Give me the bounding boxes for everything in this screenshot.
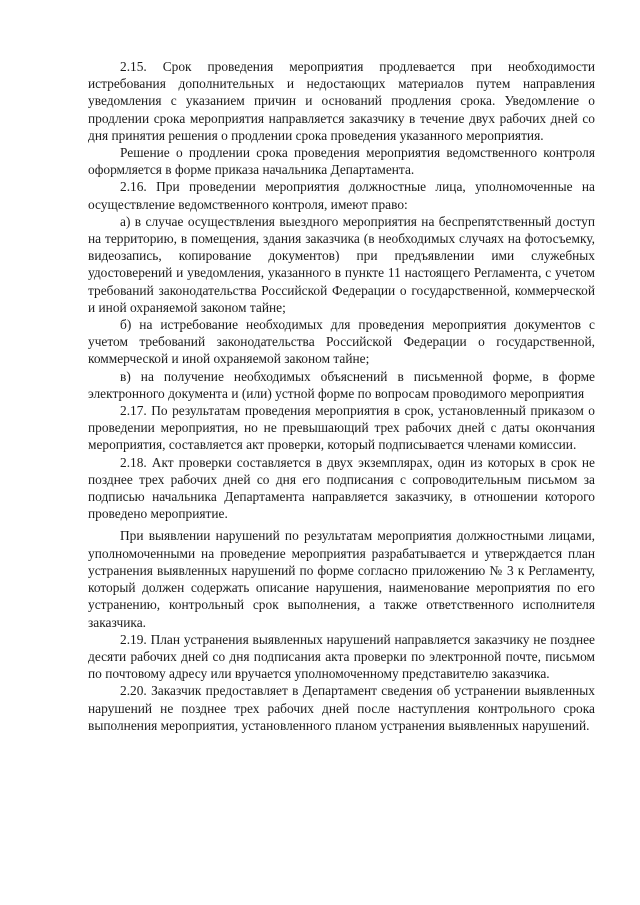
paragraph-2-20: 2.20. Заказчик предоставляет в Департамент сведения об устранении выявленных нарушений не позднее трех рабочих дней после наступления контрольного срока выполнения мероприятия, установленного планом устранения выявленных нарушений. (88, 683, 595, 733)
paragraph-decision: Решение о продлении срока проведения мероприятия ведомственного контроля оформляется в форме приказа начальника Департамента. (88, 145, 595, 178)
paragraph-2-16-v: в) на получение необходимых объяснений в письменной форме, в форме электронного документа и (или) устной форме по вопросам проводимого мероприятия (88, 368, 595, 401)
paragraph-2-18: 2.18. Акт проверки составляется в двух экземплярах, один из которых в срок не позднее трех рабочих дней со дня его подписания с сопроводительным письмом за подписью начальника Департамента направляется заказчику, в отношении которого проведено мероприятие. (88, 454, 595, 522)
paragraph-2-16-a: а) в случае осуществления выездного мероприятия на беспрепятственный доступ на территорию, в помещения, здания заказчика (в необходимых случаях на фотосъемку, видеозапись, копирование документов) при предъявлении ими служебных удостоверений и уведомления, указанного в пункте 11 настоящего Регламента, с учетом требований законодательства Российской Федерации о государственной, коммерческой и иной охраняемой законом тайне; (88, 213, 595, 315)
paragraph-2-16-b: б) на истребование необходимых для проведения мероприятия документов с учетом требований законодательства Российской Федерации о государственной, коммерческой и иной охраняемой законом тайне; (88, 317, 595, 367)
paragraph-2-16: 2.16. При проведении мероприятия должностные лица, уполномоченные на осуществление ведомственного контроля, имеют право: (88, 179, 595, 212)
paragraph-violations: При выявлении нарушений по результатам мероприятия должностными лицами, уполномоченными на проведение мероприятия разрабатывается и утверждается план устранения выявленных нарушений по форме согласно приложению № 3 к Регламенту, который должен содержать описание нарушения, наименование мероприятия по его устранению, контрольный срок выполнения, а также ответственного исполнителя заказчика. (88, 528, 595, 630)
paragraph-2-17: 2.17. По результатам проведения мероприятия в срок, установленный приказом о проведении мероприятия, но не превышающий трех рабочих дней с даты окончания мероприятия, составляется акт проверки, который подписывается членами комиссии. (88, 403, 595, 453)
paragraph-2-19: 2.19. План устранения выявленных нарушений направляется заказчику не позднее десяти рабочих дней со дня подписания акта проверки по электронной почте, письмом по почтовому адресу или вручается уполномоченному представителю заказчика. (88, 631, 595, 682)
document-page (88, 58, 595, 734)
paragraph-2-15: 2.15. Срок проведения мероприятия продлевается при необходимости истребования дополнительных и недостающих материалов путем направления уведомления с указанием причин и оснований продления срока. Уведомление о продлении срока мероприятия направляется заказчику в течение двух рабочих дней со дня принятия решения о продлении срока проведения указанного мероприятия. (88, 59, 595, 143)
